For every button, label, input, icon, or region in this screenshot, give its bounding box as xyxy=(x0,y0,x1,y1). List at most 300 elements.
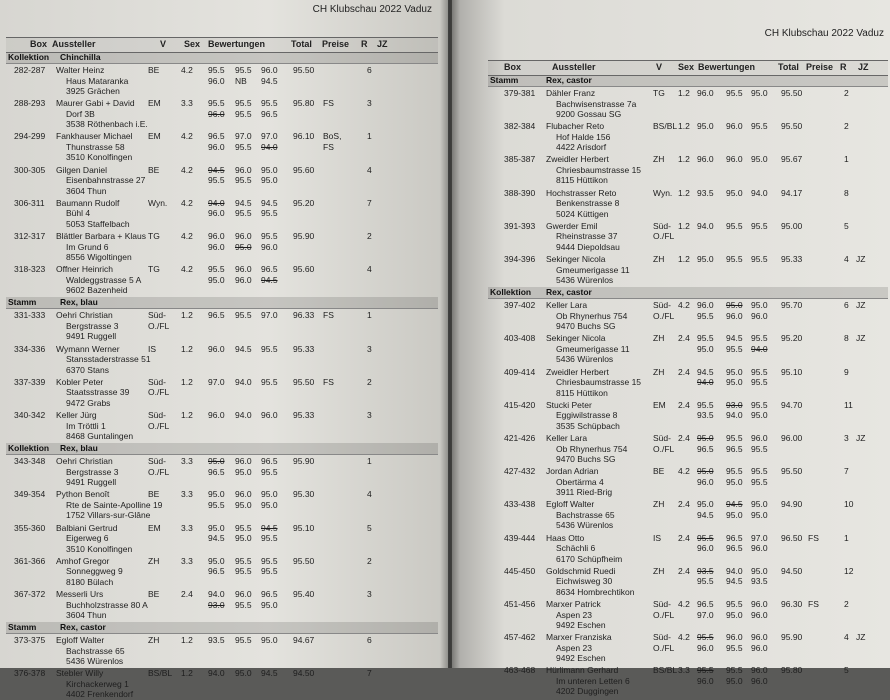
score-value: 96.0 xyxy=(697,88,714,98)
rank: 11 xyxy=(844,399,853,410)
score xyxy=(726,599,743,610)
section-label: Stamm xyxy=(8,297,37,308)
score xyxy=(697,599,714,610)
score xyxy=(208,556,225,567)
total-score: 94.17 xyxy=(781,187,803,198)
exhibitor-city: 5436 Würenlos xyxy=(556,520,614,531)
header-v: V xyxy=(656,62,663,72)
exhibitor-city: 3535 Schüpbach xyxy=(556,420,620,431)
struck-score: 94.5 xyxy=(726,499,743,510)
score xyxy=(235,142,252,153)
score xyxy=(208,198,225,209)
score-value: 95.0 xyxy=(235,668,252,679)
score-value: 95.0 xyxy=(726,609,743,620)
exhibitor-city: 9472 Grabs xyxy=(66,397,111,408)
score xyxy=(261,142,278,153)
exhibitor-name: Keller Lara xyxy=(546,300,588,311)
score-value: 95.0 xyxy=(751,509,768,520)
box-number: 318-323 xyxy=(14,264,46,275)
score xyxy=(208,142,225,153)
score-value: 94.0 xyxy=(208,668,225,679)
box-number: 334-336 xyxy=(14,343,46,354)
score-value: 94.5 xyxy=(261,75,278,86)
sex-count: 1.2 xyxy=(678,254,690,264)
box-number: 394-396 xyxy=(504,254,536,264)
struck-score: 93.0 xyxy=(726,399,743,410)
score-value: 96.0 xyxy=(751,310,768,321)
association: EM xyxy=(148,131,161,142)
score xyxy=(697,444,714,455)
association: Süd-O./FL xyxy=(148,376,170,398)
rank: 1 xyxy=(844,532,849,543)
score-value: 96.0 xyxy=(751,665,768,676)
exhibitor-street: Eisenbahnstrasse 27 xyxy=(66,175,146,186)
right-page xyxy=(452,0,890,697)
score xyxy=(697,533,714,544)
score xyxy=(208,131,225,142)
score-value: 96.5 xyxy=(208,131,225,142)
box-number: 388-390 xyxy=(504,187,536,198)
exhibitor-street: Dorf 3B xyxy=(66,108,95,119)
score xyxy=(261,76,278,87)
score xyxy=(697,254,714,265)
box-number: 282-287 xyxy=(14,65,46,75)
box-number: 385-387 xyxy=(504,154,536,165)
total-score: 94.70 xyxy=(781,399,803,410)
rank: 1 xyxy=(367,310,372,321)
score-value: 96.0 xyxy=(697,476,714,487)
exhibitor-name: Kobler Peter xyxy=(56,376,104,387)
score-value: 96.5 xyxy=(697,443,714,454)
association: ZH xyxy=(653,154,665,165)
association: TG xyxy=(653,88,665,98)
score xyxy=(208,467,225,478)
score xyxy=(235,98,252,109)
score-value: 96.5 xyxy=(697,599,714,609)
total-score: 95.90 xyxy=(293,231,315,241)
exhibitor-street: Buchholzstrasse 80 A xyxy=(66,599,148,610)
total-score: 96.10 xyxy=(293,131,315,142)
score xyxy=(751,466,768,477)
exhibitor-street: Im Tröttli 1 xyxy=(66,420,106,431)
score-value: 96.0 xyxy=(697,642,714,653)
exhibitor-city: 9492 Eschen xyxy=(556,653,606,664)
association: EM xyxy=(148,522,161,533)
score-value: 95.5 xyxy=(697,576,714,587)
exhibitor-city: 8115 Hüttikon xyxy=(556,387,608,398)
exhibitor-street: Bühl 4 xyxy=(66,208,91,219)
exhibitor-city: 3604 Thun xyxy=(66,610,107,620)
score xyxy=(261,533,278,544)
exhibitor-name: Wymann Werner xyxy=(56,343,120,354)
score-value: 95.5 xyxy=(208,499,225,510)
score-value: 96.0 xyxy=(751,675,768,686)
score-value: 95.0 xyxy=(235,533,252,544)
score-value: 95.0 xyxy=(751,154,768,165)
total-score: 95.50 xyxy=(293,376,315,387)
score-value: 94.0 xyxy=(697,220,714,231)
association: IS xyxy=(148,343,157,354)
sex-count: 1.2 xyxy=(678,220,690,231)
score xyxy=(697,477,714,488)
exhibitor-name: Hürlimann Gerhard xyxy=(546,665,619,676)
score xyxy=(261,566,278,577)
left-section-header xyxy=(6,443,438,455)
exhibitor-street: Kirchackerweg 1 xyxy=(66,678,129,689)
score-value: 95.5 xyxy=(751,121,768,132)
score-value: 95.5 xyxy=(235,599,252,610)
header-bewertungen: Bewertungen xyxy=(208,39,266,49)
score xyxy=(208,208,225,219)
score xyxy=(751,477,768,488)
score-value: 96.0 xyxy=(208,141,225,152)
score-value: 95.5 xyxy=(726,343,743,354)
association: BS/BL xyxy=(148,668,173,679)
score xyxy=(751,543,768,554)
score-value: 95.5 xyxy=(261,555,278,566)
score-value: 96.0 xyxy=(697,300,714,311)
box-number: 288-293 xyxy=(14,98,46,109)
sex-count: 4.2 xyxy=(181,65,193,75)
association: BS/BL xyxy=(653,121,678,132)
score xyxy=(261,131,278,142)
association: Süd-O./FL xyxy=(653,599,675,620)
exhibitor-name: Egloff Walter xyxy=(56,635,105,646)
exhibitor-street: Schächli 6 xyxy=(556,543,596,554)
score xyxy=(208,668,225,679)
score xyxy=(208,410,225,421)
exhibitor-name: Gilgen Daniel xyxy=(56,164,108,175)
prize: FS xyxy=(808,532,819,543)
total-score: 95.33 xyxy=(781,254,803,264)
rank: 3 xyxy=(367,410,372,420)
box-number: 300-305 xyxy=(14,164,46,175)
score xyxy=(751,300,768,311)
score xyxy=(751,333,768,344)
score xyxy=(235,231,252,242)
score-value: 95.5 xyxy=(235,555,252,566)
score-value: 94.5 xyxy=(697,509,714,520)
sex-count: 3.3 xyxy=(678,665,690,676)
exhibitor-city: 5436 Würenlos xyxy=(556,275,614,285)
jz-mark: JZ xyxy=(856,300,866,311)
score xyxy=(235,533,252,544)
struck-score: 95.0 xyxy=(697,433,714,443)
score xyxy=(235,500,252,511)
score-value: 95.5 xyxy=(235,65,252,75)
exhibitor-street: Chriesbaumstrasse 15 xyxy=(556,164,642,175)
score-value: 97.0 xyxy=(697,609,714,620)
rank: 5 xyxy=(844,220,849,231)
exhibitor-name: Jordan Adrian xyxy=(546,466,599,477)
rank: 4 xyxy=(367,264,372,275)
score xyxy=(697,344,714,355)
sex-count: 3.3 xyxy=(181,98,193,109)
score-value: 94.5 xyxy=(208,533,225,544)
header-preise: Preise xyxy=(322,39,350,49)
score-value: 95.0 xyxy=(751,410,768,421)
score-value: 95.0 xyxy=(751,88,768,98)
exhibitor-city: 9200 Gossau SG xyxy=(556,109,622,119)
score-value: 95.0 xyxy=(261,175,278,186)
total-score: 95.67 xyxy=(781,154,803,165)
score xyxy=(751,188,768,199)
score-value: 95.0 xyxy=(261,635,278,646)
box-number: 457-462 xyxy=(504,632,536,643)
exhibitor-street: Sonneggweg 9 xyxy=(66,566,123,577)
score xyxy=(697,154,714,165)
total-score: 95.50 xyxy=(293,555,315,566)
score-value: 97.0 xyxy=(261,131,278,142)
section-label: Kollektion xyxy=(8,443,50,454)
box-number: 403-408 xyxy=(504,333,536,344)
exhibitor-street: Ob Rhynerhus 754 xyxy=(556,310,628,321)
score xyxy=(726,300,743,311)
score xyxy=(726,543,743,554)
score-value: 95.5 xyxy=(751,443,768,454)
right-table-header xyxy=(488,60,888,76)
sex-count: 2.4 xyxy=(678,333,690,344)
exhibitor-city: 8634 Hombrechtikon xyxy=(556,586,635,597)
score xyxy=(751,665,768,676)
total-score: 95.50 xyxy=(781,88,803,98)
box-number: 433-438 xyxy=(504,499,536,510)
score-value: 95.0 xyxy=(697,254,714,264)
total-score: 95.20 xyxy=(781,333,803,344)
sex-count: 4.2 xyxy=(678,466,690,477)
exhibitor-street: Eggiwilstrasse 8 xyxy=(556,410,618,421)
score-value: 95.5 xyxy=(751,366,768,377)
header-jz: JZ xyxy=(858,62,869,72)
score xyxy=(726,610,743,621)
exhibitor-street: Stansstaderstrasse 51 xyxy=(66,354,151,365)
exhibitor-name: Hochstrasser Reto xyxy=(546,187,617,198)
score xyxy=(261,410,278,421)
prize: FS xyxy=(808,599,819,609)
exhibitor-street: Aspen 23 xyxy=(556,642,592,653)
score-value: 95.0 xyxy=(726,377,743,388)
exhibitor-name: Amhof Gregor xyxy=(56,555,110,566)
box-number: 409-414 xyxy=(504,366,536,377)
score xyxy=(208,275,225,286)
score xyxy=(726,444,743,455)
total-score: 95.00 xyxy=(781,220,803,231)
sex-count: 2.4 xyxy=(678,366,690,377)
score-value: 95.5 xyxy=(726,466,743,477)
score-value: 94.5 xyxy=(697,366,714,377)
score-value: 96.5 xyxy=(726,543,743,554)
score xyxy=(697,466,714,477)
box-number: 421-426 xyxy=(504,433,536,443)
sex-count: 4.2 xyxy=(678,300,690,311)
box-number: 343-348 xyxy=(14,456,46,467)
score-value: 94.5 xyxy=(235,197,252,208)
header-sex: Sex xyxy=(184,39,201,49)
struck-score: 94.5 xyxy=(261,274,278,285)
exhibitor-city: 5024 Küttigen xyxy=(556,208,609,219)
association: ZH xyxy=(148,555,160,566)
header-v: V xyxy=(160,39,167,49)
total-score: 94.50 xyxy=(293,668,315,679)
total-score: 95.10 xyxy=(293,522,315,533)
score xyxy=(261,523,278,534)
score-value: 95.5 xyxy=(208,264,225,275)
rank: 1 xyxy=(367,456,372,467)
sex-count: 1.2 xyxy=(678,187,690,198)
box-number: 349-354 xyxy=(14,489,46,500)
score xyxy=(208,242,225,253)
score xyxy=(726,344,743,355)
score-value: 96.0 xyxy=(235,489,252,500)
rank: 4 xyxy=(844,254,849,264)
score-value: 95.5 xyxy=(726,642,743,653)
score-value: 94.0 xyxy=(235,376,252,387)
score xyxy=(208,98,225,109)
score-value: 95.5 xyxy=(235,522,252,533)
exhibitor-city: 8468 Guntalingen xyxy=(66,431,134,441)
exhibitor-city: 3604 Thun xyxy=(66,185,107,196)
score-value: 96.0 xyxy=(726,154,743,165)
score-value: 94.5 xyxy=(726,333,743,344)
score xyxy=(726,188,743,199)
score-value: 95.0 xyxy=(726,476,743,487)
association: Süd-O./FL xyxy=(653,433,675,454)
score xyxy=(235,76,247,87)
score-value: 95.0 xyxy=(261,164,278,175)
score-value: 95.5 xyxy=(208,65,225,75)
box-number: 427-432 xyxy=(504,466,536,477)
jz-mark: JZ xyxy=(856,433,866,443)
struck-score: 95.5 xyxy=(697,532,714,543)
exhibitor-city: 4202 Duggingen xyxy=(556,686,619,697)
score-value: 95.0 xyxy=(751,565,768,576)
score-value: 95.0 xyxy=(235,499,252,510)
prize: BoS, FS xyxy=(323,131,342,152)
rank: 2 xyxy=(367,555,372,566)
association: BS/BL xyxy=(653,665,678,676)
rank: 7 xyxy=(844,466,849,477)
total-score: 95.33 xyxy=(293,410,315,420)
score-value: 95.0 xyxy=(208,555,225,566)
sex-count: 4.2 xyxy=(181,264,193,275)
score xyxy=(235,242,252,253)
box-number: 445-450 xyxy=(504,565,536,576)
sex-count: 2.4 xyxy=(678,433,690,443)
score xyxy=(726,676,743,687)
score-value: 94.5 xyxy=(235,343,252,354)
score xyxy=(235,566,252,577)
score xyxy=(235,165,252,176)
score-value: 95.5 xyxy=(235,635,252,646)
score xyxy=(751,410,768,421)
score xyxy=(726,665,743,676)
score xyxy=(261,489,278,500)
exhibitor-city: 6170 Schüpfheim xyxy=(556,553,623,564)
score xyxy=(261,668,278,679)
exhibitor-city: 4402 Frenkendorf xyxy=(66,689,134,700)
score xyxy=(261,635,278,646)
exhibitor-street: Benkenstrasse 8 xyxy=(556,198,620,209)
score-value: 96.5 xyxy=(726,532,743,543)
sex-count: 3.3 xyxy=(181,555,193,566)
total-score: 95.50 xyxy=(781,121,803,132)
exhibitor-street: Eigerweg 6 xyxy=(66,533,109,544)
score-value: 93.5 xyxy=(697,187,714,198)
score xyxy=(261,165,278,176)
total-score: 95.70 xyxy=(781,300,803,311)
header-preise: Preise xyxy=(806,62,834,72)
score-value: 96.0 xyxy=(208,241,225,252)
exhibitor-street: Bergstrasse 3 xyxy=(66,320,119,331)
score xyxy=(697,377,714,388)
rank: 2 xyxy=(844,599,849,609)
book-gutter xyxy=(440,0,460,668)
score-value: 96.0 xyxy=(751,599,768,609)
score xyxy=(697,188,714,199)
score xyxy=(751,254,768,265)
exhibitor-street: Gmeumerigasse 11 xyxy=(556,343,630,354)
exhibitor-street: Rheinstrasse 37 xyxy=(556,231,618,242)
exhibitor-city: 9602 Bazenheid xyxy=(66,285,128,296)
header-aussteller: Aussteller xyxy=(552,62,596,72)
exhibitor-name: Baumann Rudolf xyxy=(56,197,120,208)
score xyxy=(697,576,714,587)
sex-count: 4.2 xyxy=(678,632,690,643)
score xyxy=(726,333,743,344)
score xyxy=(261,208,278,219)
box-number: 340-342 xyxy=(14,410,46,420)
sex-count: 1.2 xyxy=(181,668,193,679)
rank: 8 xyxy=(844,333,849,344)
section-label: Stamm xyxy=(8,622,37,633)
score-value: 95.0 xyxy=(697,499,714,510)
score-value: 95.5 xyxy=(726,433,743,443)
score-value: 96.0 xyxy=(751,543,768,554)
score-value: 96.0 xyxy=(261,65,278,75)
section-title: Rex, castor xyxy=(546,287,592,298)
score xyxy=(697,433,714,444)
struck-score: 94.0 xyxy=(751,343,768,354)
score xyxy=(235,489,252,500)
struck-score: 94.0 xyxy=(208,197,225,208)
score xyxy=(751,599,768,610)
exhibitor-street: Aspen 23 xyxy=(556,609,592,620)
exhibitor-name: Balbiani Gertrud xyxy=(56,522,118,533)
score xyxy=(726,466,743,477)
score-value: 97.0 xyxy=(751,532,768,543)
score xyxy=(261,556,278,567)
jz-mark: JZ xyxy=(856,254,866,264)
sex-count: 4.2 xyxy=(181,231,193,241)
score-value: 95.0 xyxy=(235,466,252,477)
rank: 2 xyxy=(844,121,849,132)
rank: 5 xyxy=(844,665,849,676)
exhibitor-name: Blättler Barbara + Klaus xyxy=(56,231,147,241)
score xyxy=(697,311,714,322)
score xyxy=(726,510,743,521)
score xyxy=(208,264,225,275)
sex-count: 1.2 xyxy=(181,343,193,354)
score-value: 96.0 xyxy=(235,589,252,599)
score xyxy=(208,600,225,611)
score xyxy=(697,333,714,344)
score xyxy=(261,589,278,600)
score-value: 95.5 xyxy=(697,333,714,344)
score-value: 94.0 xyxy=(235,410,252,420)
association: Wyn. xyxy=(148,197,168,208)
rank: 2 xyxy=(367,231,372,241)
score-value: 96.5 xyxy=(208,566,225,577)
